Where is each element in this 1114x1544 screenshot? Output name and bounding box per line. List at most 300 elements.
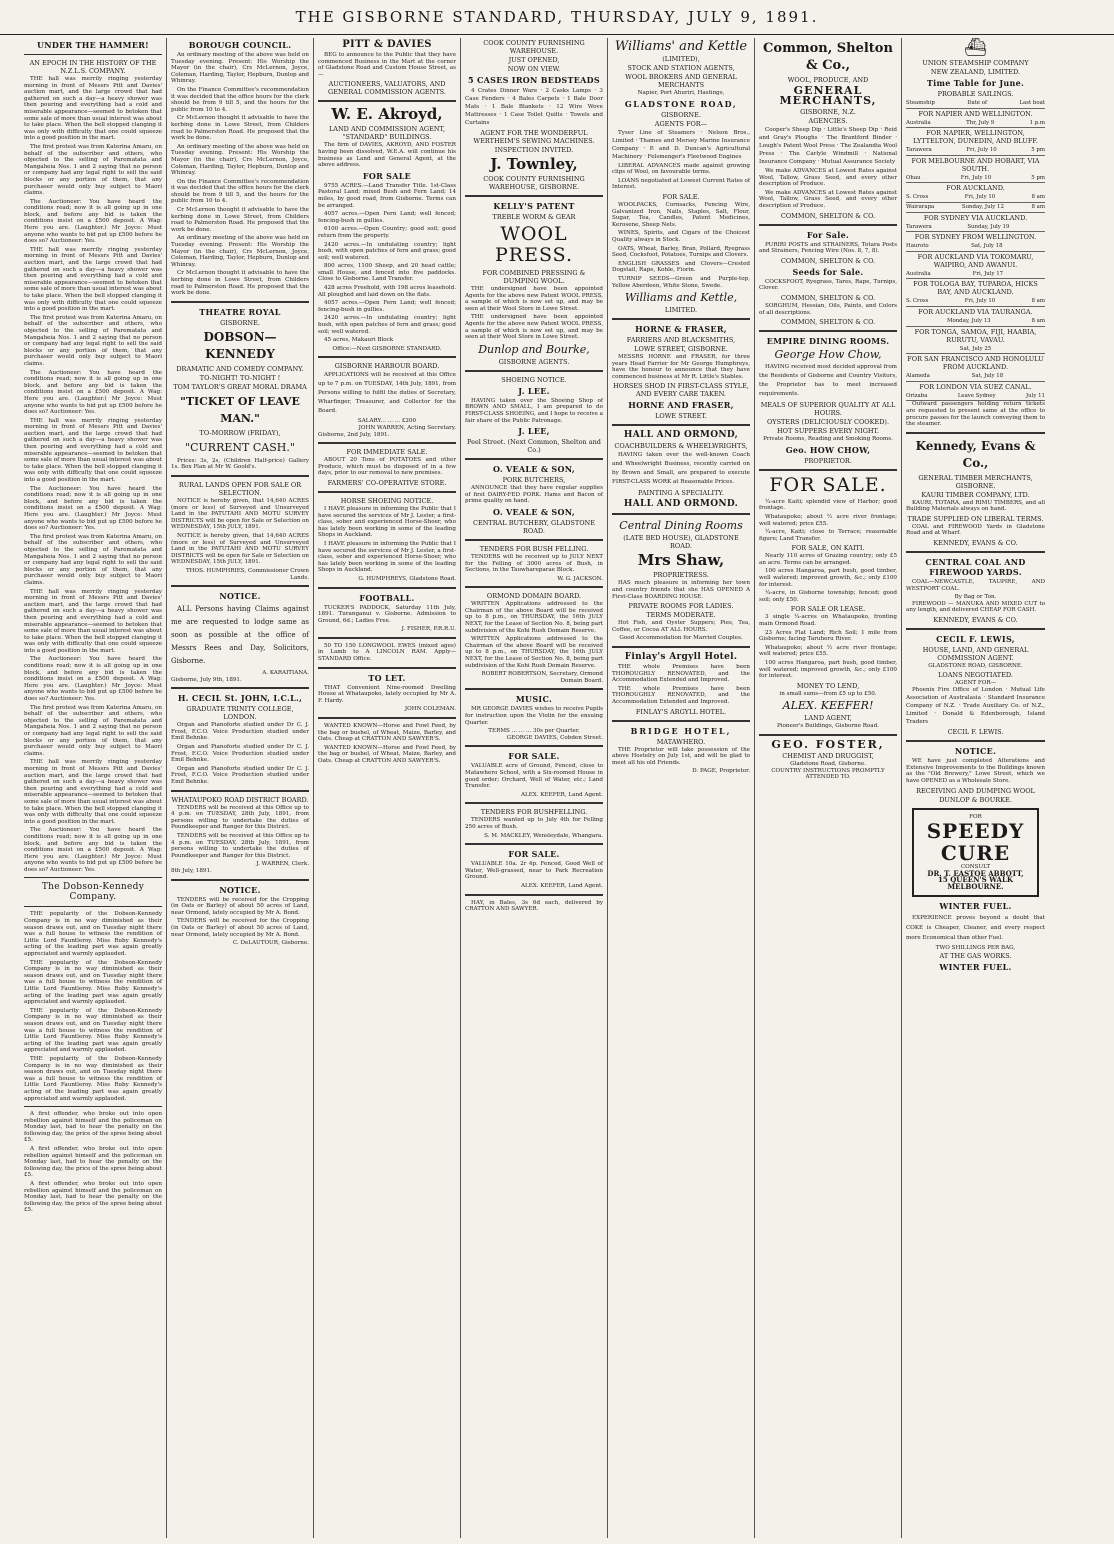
central-sub: (LATE BED HOUSE), GLADSTONE ROAD. bbox=[623, 534, 739, 551]
tenders-signature: W. G. JACKSON. bbox=[557, 575, 603, 582]
whatakopu-heading: WHATAUPOKO ROAD DISTRICT BOARD. bbox=[171, 795, 309, 804]
whatakopu-date: 8th July, 1891. bbox=[171, 867, 212, 874]
sailing-ship: Wairarapa bbox=[906, 203, 935, 210]
lewis-sub: HOUSE, LAND, AND GENERAL COMMISSION AGENT. bbox=[922, 646, 1029, 663]
divider bbox=[318, 717, 456, 719]
whatakopu-signature: J. WARREN, Clerk. bbox=[256, 861, 309, 868]
divider bbox=[759, 224, 897, 226]
lot: 800 acres, 1100 Sheep, and 20 head cattle; small House, and fenced into five paddocks. Close to Gisborne. Land Transfer. bbox=[318, 263, 456, 283]
money-heading: MONEY TO LEND, bbox=[796, 681, 860, 690]
divider bbox=[465, 539, 603, 541]
prices: Prices: 3s, 2s, (Children Half-price) Gallery 1s. Box Plan at Mr W. Goold's. bbox=[171, 457, 309, 471]
firm-name: Common, Shelton & Co., bbox=[763, 41, 893, 73]
price-per-bag: TWO SHILLINGS PER BAG, bbox=[935, 944, 1016, 951]
sailing-row bbox=[906, 317, 1045, 327]
sailing-row bbox=[906, 242, 1045, 252]
theatre-place: GISBORNE. bbox=[220, 318, 260, 327]
play-title-2: "CURRENT CASH." bbox=[185, 440, 295, 454]
sailing-row bbox=[906, 297, 1045, 307]
column-6 bbox=[755, 38, 902, 1538]
lewis-name: CECIL F. LEWIS, bbox=[936, 634, 1015, 645]
rural-body: NOTICE is hereby given, that 14,640 ACRES (more or less) of Surveyed and Unsurveyed Land in the PATUTAHI AND MOTU SURVEY DISTRICTS will be open for Sale or Selection on WEDNESDAY, 15th JULY, 1891. bbox=[171, 532, 309, 566]
office-note: Office:—Next GISBORNE STANDARD. bbox=[332, 345, 442, 352]
lease-heading: FOR SALE OR LEASE. bbox=[790, 605, 866, 614]
firm-role-2: WOOL BROKERS AND GENERAL MERCHANTS bbox=[625, 73, 737, 89]
sailing-destination: FOR AUCKLAND VIA TOKOMARU, WAIPIRO, AND AWANUI. bbox=[917, 252, 1034, 269]
for-sale-heading: FOR SALE. bbox=[662, 192, 700, 201]
article-paragraph: THE hall was merrily ringing yesterday morning in front of Messrs Pitt and Davies' auction mart, and the large crowd that had gathered on such a day—a heavy shower was then pouring and everything had a cold and miserable appearance—seemed to betoken that some sale of more than usual interest was about to take place. When the bell stopped clanging it was only with difficulty that one could squeeze into a good position in the mart. bbox=[24, 759, 162, 825]
divider bbox=[612, 720, 750, 722]
firm-road: GLADSTONE ROAD, bbox=[624, 98, 738, 109]
sailing-time: 1 p.m bbox=[1029, 119, 1045, 126]
rural-heading: RURAL LANDS OPEN FOR SALE OR SELECTION. bbox=[178, 480, 302, 497]
rural-signature: THOS. HUMPHRIES, Commissioner Crown Lands. bbox=[185, 567, 309, 581]
columns bbox=[20, 38, 1104, 1538]
agent-name: W. E. Akroyd, bbox=[331, 105, 443, 124]
notice-date: Gisborne, July 9th, 1891. bbox=[171, 676, 242, 683]
owner-sub: COOK COUNTY FURNISHING WAREHOUSE, GISBORNE. bbox=[483, 175, 585, 191]
football-signature: J. FISHER, P.R.R.U. bbox=[401, 626, 456, 633]
sailing-row bbox=[906, 345, 1045, 355]
sailing-date: Sat, July 18 bbox=[971, 373, 1004, 380]
firm-name: PITT & DAVIES bbox=[342, 39, 432, 50]
header-last-boat: Last boat bbox=[1019, 100, 1045, 106]
divider bbox=[24, 877, 162, 878]
for-sale-heading: FOR SALE bbox=[362, 170, 412, 181]
salary: SALARY... ... ... £200 bbox=[357, 418, 417, 425]
bridge-body: THE Proprietor will take possession of the above Hostelry on July 1st, and will be glad to meet all his old Friends. bbox=[612, 746, 750, 766]
wanted-ad: WANTED KNOWN—Horse and Fowl Feed, by the bag or bushel, of Wheat, Maize, Barley, and Oats. Cheap at CRATTON AND SAWYER'S. bbox=[318, 744, 456, 764]
sailing-date: Fri, July 10 bbox=[966, 147, 997, 154]
for-sale-heading: FOR SALE. bbox=[769, 473, 887, 496]
shaw-name: Mrs Shaw, bbox=[637, 551, 725, 570]
painting: PAINTING A SPECIALITY. bbox=[638, 489, 724, 498]
firm-road-sub: GISBORNE. bbox=[661, 110, 701, 119]
lot: 428 acres Freehold, with 198 acres leasehold. All ploughed and laid down on the flats. bbox=[318, 285, 456, 298]
let-body: THAT Convenient Nine-roomed Dwelling House at Whataupoko, lately occupied by Mr A. F. Hardy. bbox=[318, 684, 456, 704]
sale-body: WOOLPACKS, Cornsacks, Fencing Wire, Galvanized Iron, Nails, Staples, Salt, Flour, Sugar, Tea, Candles, Patent Medicines, Kerosene, Sheep Nets. bbox=[612, 201, 750, 228]
grasses: ENGLISH GRASSES and Clovers—Crested Dogstail, Rape, Kohle, Fiorin. bbox=[612, 260, 750, 274]
sailing-date: Fri, July 10 bbox=[964, 298, 996, 305]
farmers: FARMERS' CO-OPERATIVE STORE. bbox=[327, 478, 447, 487]
company-sub: NEW ZEALAND, LIMITED. bbox=[930, 68, 1021, 76]
sale-body: VALUABLE acre of Ground, Fenced, close to Matawhero School, with a Six-roomed House in good order; Orchard, Well of Water, etc.; Land Transfer. bbox=[465, 763, 603, 790]
sale-item: Whataupoko; about ½ acre river frontage; well watered; price £55. bbox=[759, 644, 897, 658]
speedy-city: MELBOURNE. bbox=[947, 881, 1004, 891]
horne-name: HORNE & FRASER, bbox=[635, 324, 727, 335]
header-steamship: Steamship bbox=[906, 100, 935, 106]
article-paragraph: THE popularity of the Dobson-Kennedy Company is in no way diminished as their season draws out, and on Tuesday night there was a full house to witness the rendition of Little Lord Fauntleroy. Miss Ruby Kennedy's acting of the leading part was again greatly appreciated and warmly applauded. bbox=[24, 911, 162, 958]
firm-place: GISBORNE, N.Z. bbox=[800, 108, 856, 116]
article-paragraph: THE popularity of the Dobson-Kennedy Company is in no way diminished as their season draws out, and on Tuesday night there was a full house to witness the rendition of Little Lord Fauntleroy. Miss Ruby Kennedy's acting of the leading part was again greatly appreciated and warmly applauded. bbox=[24, 1055, 162, 1102]
agent-sub: LAND AND COMMISSION AGENT, "STANDARD" BUILDINGS. bbox=[328, 125, 446, 142]
column-3 bbox=[314, 38, 461, 1538]
horne-sub: FARRIERS AND BLACKSMITHS, bbox=[626, 336, 736, 345]
notice-signature: A. KARAITIANA. bbox=[262, 670, 309, 677]
firm-intro: BEG to announce to the Public that they have commenced Business in the Mart at the corner of Gladstone Road and Custom House Street, as— bbox=[318, 52, 456, 78]
sailing-date: Fri, July 10 bbox=[960, 174, 992, 181]
article-paragraph: On the Finance Committee's recommendation it was decided that the office hours for the clerk should be from 9 till 5, and the hours for the public from 10 to 4. bbox=[171, 178, 309, 205]
sailing-row bbox=[906, 392, 1045, 402]
article-paragraph: An ordinary meeting of the above was held on Tuesday evening. Present: His Worship the Mayor (in the chair), Crs McLernon, Joyce, Coleman, Harding, Taylor, Hepburn, Dunlop and Whinray. bbox=[171, 235, 309, 268]
agents-list: Tyser Line of Steamers · Nelson Bros., Limited · Thames and Mersey Marine Insurance Company · P. and D. Duncan's Agricultural Machinery · Felsmenger's Fleetwood Engines bbox=[612, 129, 750, 160]
music-body: MR GEORGE DAVIES wishes to receive Pupils for instruction upon the Violin for the ensuing Quarter. bbox=[465, 706, 603, 726]
terms: TERMS MODERATE. bbox=[646, 611, 716, 620]
play-intro: TOM TAYLOR'S GREAT MORAL DRAMA bbox=[173, 382, 307, 391]
how-body: HAVING received most decided approval from the Residents of Gisborne and Country Visitors, the Proprietor has to meet increased requirements. bbox=[759, 364, 897, 398]
horse-heading: HORSE SHOEING NOTICE. bbox=[340, 496, 434, 505]
article-paragraph: Cr McLernon thought it advisable to have the kerbing done in Lowe Street, from Childers road to Palmerston Road. He proposed that the work be done. bbox=[171, 115, 309, 142]
sailing-date: Sunday, July 19 bbox=[967, 223, 1010, 230]
finlay-body: THE whole Premises have been THOROUGHLY RENOVATED, and the Accommodation Extended and Improved. bbox=[612, 664, 750, 684]
keefer-sub: LAND AGENT, bbox=[804, 714, 852, 723]
lewis-place: GLADSTONE ROAD, GISBORNE. bbox=[928, 663, 1023, 670]
john-sub: GRADUATE TRINITY COLLEGE, LONDON. bbox=[186, 705, 294, 722]
john-body: Organ and Pianoforte studied under Dr C. J. Frost, F.C.O. Voice Production studied under Emil Behnke. bbox=[171, 722, 309, 742]
wool-press: WOOL PRESS. bbox=[494, 223, 574, 266]
empire-heading: EMPIRE DINING ROOMS. bbox=[766, 336, 890, 347]
divider bbox=[24, 1106, 162, 1107]
horne-name-2: HORNE AND FRASER, bbox=[628, 400, 734, 411]
sailing-row bbox=[906, 146, 1045, 156]
hot-suppers: HOT SUPPERS EVERY NIGHT. bbox=[776, 427, 880, 436]
horne-sub-2: LOWE STREET. bbox=[655, 412, 707, 421]
wool-sub: FOR COMBINED PRESSING & DUMPING WOOL. bbox=[482, 269, 586, 285]
firm-role: STOCK AND STATION AGENTS, bbox=[627, 64, 735, 72]
good-accommodation: Good Accommodation for Married Couples. bbox=[619, 635, 743, 642]
theatre-heading: THEATRE ROYAL bbox=[199, 306, 281, 317]
sailing-ship: Tarawera bbox=[906, 223, 932, 230]
seeds-heading: Seeds for Sale. bbox=[792, 266, 864, 277]
divider bbox=[465, 894, 603, 896]
divider bbox=[318, 667, 456, 669]
sailing-destination: FOR SAN FRANCISCO AND HONOLULU FROM AUCKLAND. bbox=[907, 355, 1044, 372]
article-paragraph: THE hall was merrily ringing yesterday morning in front of Messrs Pitt and Davies' auction mart, and the large crowd that had gathered on such a day—a heavy shower was then pouring and everything had a cold and miserable appearance—seemed to betoken that some sale of more than usual interest was about to take place. When the bell stopped clanging it was only with difficulty that one could squeeze into a good position in the mart. bbox=[24, 417, 162, 484]
column-7 bbox=[902, 38, 1049, 1538]
immediate-body: ABOUT 20 Tons of POTATOES and other Produce, which must be disposed of in a few days, prior to our removal to new premises. bbox=[318, 457, 456, 477]
shaw-body: HAS much pleasure in informing her town and country friends that she HAS OPENED A First-Class BOARDING HOUSE. bbox=[612, 580, 750, 600]
notice-body: WE have just completed Alterations and Extensive Improvements to the Buildings known as the "Old Brewery," Lowe Street, which we have OPENED as a Wholesale Store. bbox=[906, 758, 1045, 784]
sailing-time: 5 pm bbox=[1031, 147, 1045, 154]
sailing-destination: FOR TONGA, SAMOA, FIJI, HAABIA, RURUTU, VAVAU. bbox=[914, 327, 1037, 344]
sailing-date: Monday, July 13 bbox=[946, 317, 991, 324]
foster-body: COUNTRY INSTRUCTIONS PROMPTLY ATTENDED TO. bbox=[771, 767, 885, 781]
article-paragraph: A first offender, who broke out into open rebellion against himself and the policeman on Monday last, had to hear the penalty on the following day, the price of the spree being about £5. bbox=[24, 1181, 162, 1214]
speedy-cure-ad bbox=[912, 808, 1039, 897]
kelly-heading: KELLY'S PATENT bbox=[493, 201, 575, 211]
hot-meals: Hot Fish, and Oyster Suppers; Pies, Tea, Coffee, or Cocoa AT ALL HOURS. bbox=[612, 620, 750, 633]
section-heading: The Dobson-Kennedy Company. bbox=[41, 882, 145, 903]
sailing-row bbox=[906, 174, 1045, 184]
firm-name-short: COMMON, SHELTON & CO. bbox=[780, 318, 876, 327]
football-body: TUCKER'S PADDOCK, Saturday 11th July, 1891. Turanganui v. Gisborne. Admission to Ground, 6d.; Ladies Free. bbox=[318, 604, 456, 624]
company-name: DOBSON—KENNEDY bbox=[203, 329, 277, 361]
oats: OATS, Wheat, Barley, Bran, Pollard, Ryegrass Seed, Cocksfoot, Potatoes, Turnips and Clovers. bbox=[612, 245, 750, 259]
lot: 2420 acres.—In undulating country; light bush, with open patches of fern and grass; good soil; well watered. bbox=[318, 315, 456, 335]
veale-body: ANNOUNCE that they have regular supplies of first DAIRY-FED PORK. Hams and Bacon of prime quality on hand. bbox=[465, 485, 603, 505]
sorghum: SORGHUM, Hessian, Oils, Paints, and Colors of all descriptions. bbox=[759, 302, 897, 316]
advances: LIBERAL ADVANCES made against growing clips of Wool, on favourable terms. bbox=[612, 162, 750, 176]
turnips: TURNIP SEEDS—Green and Purple-top, Yellow Aberdeen, White Stone, Swede. bbox=[612, 275, 750, 289]
article-paragraph: THE hall was merrily ringing yesterday morning in front of Messrs Pitt and Davies' auction mart, and the large crowd that had gathered on such a day—a heavy shower was then pouring and everything had a cold and miserable appearance—seemed to betoken that some sale of more than usual interest was about to take place. When the bell stopped clanging it was only with difficulty that one could squeeze into a good position in the mart. bbox=[24, 246, 162, 313]
sailing-date: Sat, July 25 bbox=[959, 345, 992, 352]
agent-body: The firm of DAVIES, AKROYD, AND FOSTER having been dissolved, W.E.A. will continue his business as Land and General Agent, at the above address. bbox=[318, 142, 456, 169]
divider bbox=[24, 54, 162, 55]
firm-name-2: Williams and Kettle, bbox=[624, 291, 738, 305]
sailing-ship: Tarawera bbox=[906, 147, 932, 154]
ormond-signature: ROBERT ROBERTSON, Secretary, Ormond Domain Board. bbox=[481, 671, 603, 684]
sale-signature: ALEX. KEEFER, Land Agent. bbox=[520, 791, 603, 798]
ormond-heading: ORMOND DOMAIN BOARD. bbox=[486, 592, 582, 601]
finlay-name-2: FINLAY'S ARGYLL HOTEL. bbox=[635, 707, 727, 716]
sailing-destination: FOR NAPIER AND WELLINGTON. bbox=[918, 109, 1033, 118]
sailing-time: July 11 bbox=[1026, 392, 1045, 399]
wool-body: THE undersigned have been appointed Agents for the above new Patent WOOL PRESS, a sample of which is now set up, and may be seen at their Wool Store in Lowe Street. bbox=[465, 314, 603, 341]
company-name: UNION STEAMSHIP COMPANY bbox=[922, 59, 1029, 67]
sale-item: ¼-acre, Kaiti; close to Terrace; reasonable figure; Land Transfer. bbox=[759, 529, 897, 542]
masthead: THE GISBORNE STANDARD, THURSDAY, JULY 9, 1891. bbox=[0, 0, 1114, 35]
divider bbox=[465, 745, 603, 747]
divider bbox=[318, 100, 456, 102]
john-body: Organ and Pianoforte studied under Dr C. J. Frost, F.C.O. Voice Production studied under Emil Behnke. bbox=[171, 765, 309, 786]
sailing-time: 8 am bbox=[1031, 317, 1045, 324]
keefer-place: Pioneer's Buildings, Gisborne Road. bbox=[777, 723, 879, 730]
divider bbox=[465, 370, 603, 372]
store-heading: COOK COUNTY FURNISHING WAREHOUSE. bbox=[483, 39, 585, 55]
article-paragraph: THE popularity of the Dobson-Kennedy Company is in no way diminished as their season draws out, and on Tuesday night there was a full house to witness the rendition of Little Lord Fauntleroy. Miss Ruby Kennedy's acting of the leading part was again greatly appreciated and warmly applauded. bbox=[24, 1007, 162, 1054]
let-heading: TO LET. bbox=[368, 672, 406, 683]
article-paragraph: A first offender, who broke out into open rebellion against himself and the policeman on Monday last, had to hear the penalty on the following day, the price of the spree being about £5. bbox=[24, 1146, 162, 1179]
divider bbox=[612, 318, 750, 320]
sailing-destination: FOR MELBOURNE AND HOBART, VIA SOUTH. bbox=[911, 156, 1040, 173]
whatakopu-body: TENDERS will be received at this Office up to 4 p.m. on TUESDAY, 28th July, 1891, from persons willing to undertake the duties of Poundkeeper and Ranger for this District. bbox=[171, 804, 309, 831]
sailing-row bbox=[906, 372, 1045, 382]
sale-item: 100 acres Hangaroa, part bush, good timber, well watered; improved growth, &c.; only £100 for interest. bbox=[759, 660, 897, 680]
lee-sub: Peel Street. (Next Common, Shelton and Co.) bbox=[467, 438, 601, 455]
horse-body: I HAVE pleasure in informing the Public that I have secured the services of Mr J. Lester, a first-class, sober and experienced Horse-Shoer, who has lately been working in some of the leading Shops in Auckland. bbox=[318, 505, 456, 539]
sailing-date: Sat, July 18 bbox=[971, 243, 1003, 250]
column-2 bbox=[167, 38, 314, 1538]
probable-sailings: PROBABLE SAILINGS. bbox=[937, 90, 1014, 98]
article-paragraph: The Auctioneer: You have heard the conditions read; now it is all going up in one block, and before any bid is taken the conditions insist on a £500 deposit. A Wag: Here you are. (Laughter.) Mr Joyce: Must anyone who wants to bid put up £500 before he does so? Auctioneer: Yes. bbox=[24, 656, 162, 703]
money-sub: in small sums—from £5 up to £50. bbox=[779, 690, 877, 697]
lewis-list: Phoenix Fire Office of London · Mutual Life Association of Australasia · Standard Insurance Company of N.Z. · Trade Auxiliary Co. of N.Z., Limited · Donald & Edenborough, Island Traders bbox=[906, 687, 1045, 726]
article-subtitle: AN EPOCH IN THE HISTORY OF THE N.Z.L.S. COMPANY. bbox=[29, 59, 157, 75]
how-sub: PROPRIETOR. bbox=[804, 456, 852, 465]
firm-name: Williams' and Kettle bbox=[614, 39, 748, 54]
article-paragraph: THE hall was merrily ringing yesterday morning in front of Messrs Pitt and Davies' auction mart, and the large crowd that had gathered on such a day—a heavy shower was then pouring and everything had a cold and miserable appearance—seemed to betoken that some sale of more than usual interest was about to take place. When the bell stopped clanging it was only with difficulty that one could squeeze into a good position in the mart. bbox=[24, 588, 162, 654]
firm-limited-2: LIMITED. bbox=[664, 306, 698, 315]
sale-heading: FOR SALE. bbox=[508, 751, 560, 762]
dunlop-sub: GISBORNE AGENTS. bbox=[498, 357, 570, 366]
article-paragraph: The Auctioneer: You have heard the conditions read; now it is all going up in one block, and before any bid is taken the conditions insist on a £500 deposit. A Wag: Here you are. (Laughter.) Mr Joyce: Must anyone who wants to bid put up £500 before he does so? Auctioneer: Yes. bbox=[24, 369, 162, 416]
private-rooms: Private Rooms, Reading and Smoking Rooms. bbox=[763, 436, 893, 443]
sailing-ship: S. Cross bbox=[906, 194, 929, 201]
harbour-signature: JOHN WARREN, Acting Secretary. bbox=[358, 425, 456, 431]
hall-name: HALL AND ORMOND, bbox=[623, 430, 739, 441]
bridge-signature: D. PAGE, Proprietor. bbox=[692, 768, 750, 775]
notice-heading: NOTICE. bbox=[219, 591, 261, 602]
music-heading: MUSIC. bbox=[515, 694, 553, 705]
horse-body: I HAVE pleasure in informing the Public that I have secured the services of Mr J. Lester, a first-class, sober and experienced Horse-Shoer, who has lately been working in some of the leading Shops in Auckland. bbox=[318, 540, 456, 574]
kelly-sub: TREBLE WORM & GEAR bbox=[492, 213, 576, 221]
foster-sub: CHEMIST AND DRUGGIST, bbox=[782, 751, 874, 760]
sailing-row bbox=[906, 193, 1045, 203]
lot: 4057 acres.—Open Fern Land; well fenced; fencing-bush in gullies. bbox=[318, 211, 456, 224]
oysters: OYSTERS (DELICIOUSLY COOKED). bbox=[766, 418, 890, 427]
bag-or-ton: By Bag or Ton. bbox=[954, 594, 997, 601]
sailing-destination: FOR TOLOGA BAY, TUPAROA, HICKS BAY, AND AUCKLAND. bbox=[913, 280, 1038, 297]
sailing-destination: FOR AUCKLAND VIA TAURANGA. bbox=[918, 307, 1033, 316]
sailing-date: Fri, July 17 bbox=[972, 270, 1004, 277]
divider bbox=[906, 628, 1045, 630]
receiving-wool: RECEIVING AND DUMPING WOOL bbox=[916, 786, 1035, 795]
lee-body: HAVING taken over the Shoeing Shop of BROWN AND SMALL, I am prepared to do FIRST-CLASS SHOEING, and I hope to receive a fair share of the Public Patronage. bbox=[465, 397, 603, 424]
divider bbox=[465, 802, 603, 804]
kauri-body: KAURI, TOTARA, and RIMU TIMBERS, and all Building Materials always on hand. bbox=[906, 499, 1045, 513]
owner-name: J. Townley, bbox=[490, 155, 578, 173]
article-paragraph: The first protest was from Katerina Amaru, on behalf of the subscriber and others, who objected to the selling of Parematata and Mangaheia Nos. 1 and 2 saying that no person or company had any legal right to sell the said blocks or any portion of them, that any purchaser would only buy subject to Maori claims. bbox=[24, 314, 162, 367]
veale-name: O. VEALE & SON, bbox=[493, 464, 575, 475]
sale-signature-2: ALEX. KEEFER, Land Agent. bbox=[520, 882, 603, 889]
tenders-body: TENDERS will be received up to JULY NEXT for the Felling of 3000 acres of Bush, in Sections, in the Tauwhareparae Block. bbox=[465, 553, 603, 574]
whatakopu-body: TENDERS will be received at this Office up to 4 p.m. on TUESDAY, 28th July, 1891, from persons willing to undertake the duties of Poundkeeper and Ranger for this District. bbox=[171, 833, 309, 859]
sailing-row bbox=[906, 270, 1045, 280]
timetable-header bbox=[906, 99, 1045, 109]
firm-limited: (LIMITED), bbox=[662, 55, 700, 63]
sailing-ship: Alameda bbox=[906, 373, 930, 380]
sale-body: PURIRI POSTS and STRAINERS, Totara Posts and Strainers, Fencing Wire (Nos. 8, 7, 8). bbox=[759, 241, 897, 255]
article-title: UNDER THE HAMMER! bbox=[37, 40, 149, 50]
ormond-body: WRITTEN Applications addressed to the Chairman of the above Board will be received up to 8 p.m., on THURSDAY, the 16th JULY NEXT, for the Lease of Section No. 8, being part subdivision of the Kohi Rush Domain Reserve. bbox=[465, 636, 603, 669]
article-paragraph: The Auctioneer: You have heard the conditions read; now it is all going up in one block, and before any bid is taken the conditions insist on a £500 deposit. A Wag: Here you are. (Laughter.) Mr Joyce: Must anyone who wants to bid put up £500 before he does so? Auctioneer: Yes. bbox=[24, 198, 162, 245]
article-paragraph: The first protest was from Katerina Amaru, on behalf of the subscriber and others, who objected to the selling of Parematata and Mangaheia Nos. 1 and 2 saying that no person or company had any legal right to sell the said blocks or any portion of them, that any purchaser would only buy subject to Maori claims. bbox=[24, 143, 162, 197]
veale-sub-2: CENTRAL BUTCHERY, GLADSTONE ROAD. bbox=[473, 518, 595, 535]
let-signature: JOHN COLEMAN. bbox=[404, 706, 456, 713]
iron-bedsteads: 5 CASES IRON BEDSTEADS bbox=[468, 75, 600, 85]
kennedy-name-3: KENNEDY, EVANS & CO. bbox=[933, 616, 1018, 625]
lewis-name-2: CECIL F. LEWIS. bbox=[947, 728, 1004, 737]
sailing-ship: Orizaba bbox=[906, 392, 928, 399]
article-paragraph: A first offender, who broke out into open rebellion against himself and the policeman on Monday last, had to hear the penalty on the following day, the price of the spree being about £5. bbox=[24, 1111, 162, 1144]
firm-places: Napier, Port Ahuriri, Hastings, bbox=[637, 90, 725, 96]
winter-fuel-heading: WINTER FUEL. bbox=[939, 900, 1012, 911]
divider bbox=[465, 458, 603, 460]
play-title: "TICKET OF LEAVE MAN." bbox=[180, 394, 300, 425]
coal-yards: COAL and FIREWOOD Yards in Gladstone Road and at Wharf. bbox=[906, 523, 1045, 537]
agencies-heading: AGENCIES. bbox=[808, 117, 848, 125]
divider bbox=[318, 356, 456, 358]
hall-sub: COACHBUILDERS & WHEELWRIGHTS, bbox=[614, 442, 748, 451]
article-paragraph: Cr McLernon thought it advisable to have the kerbing done in Lowe Street, from Childers road to Palmerston Road. He proposed that the work be done. bbox=[171, 207, 309, 233]
passenger-note: Outward passengers holding return tickets are requested to present same at the office to procure passes for the launch conveying them to the steamer. bbox=[906, 401, 1045, 428]
divider bbox=[171, 790, 309, 792]
bush-signature: S. M. MACKLEY, Wensleydale, Whangara. bbox=[484, 832, 603, 839]
sailing-destination: FOR AUCKLAND. bbox=[946, 184, 1005, 193]
inspection: INSPECTION INVITED. bbox=[494, 146, 574, 154]
divider bbox=[759, 734, 897, 736]
lot: 4057 acres.—Open Fern Land; well fenced; fencing-bush in gullies. bbox=[318, 300, 456, 313]
sailing-destination: FOR LONDON VIA SUEZ CANAL. bbox=[919, 382, 1032, 391]
divider bbox=[612, 424, 750, 426]
harbour-heading: GISBORNE HARBOUR BOARD. bbox=[334, 362, 440, 371]
wool-body: THE undersigned have been appointed Agents for the above new Patent WOOL PRESS, a sample of which is now set up, and may be seen at their Wool Store in Lowe Street. bbox=[465, 286, 603, 312]
sailing-time: 8 am bbox=[1031, 203, 1045, 210]
sailing-ship: Hauroto bbox=[906, 243, 929, 250]
sailing-ship: Ohau bbox=[906, 174, 921, 181]
divider bbox=[318, 442, 456, 444]
divider bbox=[318, 491, 456, 493]
football-heading: FOOTBALL. bbox=[359, 592, 415, 603]
meals: MEALS OF SUPERIOR QUALITY AT ALL HOURS. bbox=[760, 401, 896, 418]
sale-item: ¼-acre Kaiti; splendid view of Harbor; good frontage. bbox=[759, 498, 897, 512]
sailing-time: 5 pm bbox=[1031, 174, 1045, 181]
bush-body: TENDERS wanted up to July 4th for Felling 250 acres of Bush. bbox=[465, 817, 603, 830]
tenders-heading: TENDERS FOR BUSH FELLING. bbox=[479, 544, 589, 553]
finlay-name: Finlay's Argyll Hotel. bbox=[624, 652, 738, 663]
advances: We make ADVANCES at Lowest Rates against Wool, Tallow, Grass Seed, and every other description of Produce. bbox=[759, 189, 897, 209]
harbour-body: APPLICATIONS will be received at this Office up to 7 p.m. on TUESDAY, 14th July, 1891, from Persons willing to fulfil the duties of Secretary, Wharfinger, Treasurer, and Collector for the Board. bbox=[318, 372, 456, 415]
shaw-sub: PROPRIETRESS. bbox=[653, 571, 709, 580]
column-4 bbox=[461, 38, 608, 1538]
sailing-date: Thr, July 9 bbox=[966, 119, 995, 126]
finlay-body: THE whole Premises have been THOROUGHLY RENOVATED, and the Accommodation Extended and Improved. bbox=[612, 685, 750, 705]
speedy-doctor: DR. T. EASTOE ABBOTT, bbox=[927, 868, 1024, 878]
divider bbox=[759, 330, 897, 332]
divider bbox=[171, 585, 309, 587]
advances: We make ADVANCES at Lowest Rates against Wool, Tallow, Grass Seed, and every other description of Produce. bbox=[759, 168, 897, 188]
sale-item: 23 Acres Flat Land; Rich Soil; 1 mile from Gisborne; facing Taruheru River. bbox=[759, 629, 897, 643]
firm-name-short: COMMON, SHELTON & CO. bbox=[780, 256, 876, 265]
divider bbox=[171, 301, 309, 303]
sailing-ship: Australia bbox=[906, 119, 931, 126]
lee-name-2: J. LEE, bbox=[518, 426, 550, 437]
trade-note: TRADE SUPPLIED ON LIBERAL TERMS. bbox=[907, 514, 1044, 523]
speedy-consult: CONSULT bbox=[960, 864, 991, 871]
sale-heading-2: FOR SALE. bbox=[508, 849, 560, 860]
horne-place: LOWE STREET, GISBORNE. bbox=[634, 345, 728, 354]
ormond-body: WRITTEN Applications addressed to the Chairman of the above Board will be received up to 8 p.m., on THURSDAY, the 16th JULY NEXT, for the Lease of Section No. 8, being part subdivision of the Kohi Rush Domain Reserve. bbox=[465, 601, 603, 634]
hay-ad: HAY, in Bales, 3s 6d each, delivered by CRATTON AND SAWYER. bbox=[465, 899, 603, 913]
how-name-2: Geo. HOW CHOW, bbox=[785, 444, 871, 455]
lot: 9755 ACRES.—Land Transfer Title. 1st-Class Pastoral Land; mixed Bush and Fern Land; 14 miles, by good road, from Gisborne. Terms can be arranged. bbox=[318, 182, 456, 209]
sale-item: Nearly 110 acres of Grazing country; only £5 an acre. Terms can be arranged. bbox=[759, 553, 897, 566]
kennedy-name: Kennedy, Evans & Co., bbox=[915, 438, 1036, 470]
speedy-for: FOR bbox=[969, 813, 982, 820]
divider bbox=[612, 646, 750, 648]
hall-name-2: HALL AND ORMOND. bbox=[623, 499, 739, 510]
rural-body: NOTICE is hereby given, that 14,640 ACRES (more or less) of Surveyed and Unsurveyed Land in the PATUTAHI AND MOTU SURVEY DISTRICTS will be open for Sale or Selection on WEDNESDAY, 15th JULY, 1891. bbox=[171, 497, 309, 531]
sailing-row bbox=[906, 203, 1045, 213]
divider bbox=[465, 688, 603, 690]
dunlop-name: Dunlop and Bourke, bbox=[478, 342, 590, 356]
loans-negotiated: LOANS NEGOTIATED. bbox=[938, 670, 1013, 679]
sailing-destination: FOR NAPIER, WELLINGTON, LYTTELTON, DUNEDIN, AND BLUFF. bbox=[913, 129, 1038, 146]
header-date: Date of bbox=[967, 100, 988, 106]
divider bbox=[759, 469, 897, 471]
winter-fuel-body: EXPERIENCE proves beyond a doubt that COKE is Cheaper, Cleaner, and every respect more Economical than other Fuel. bbox=[906, 914, 1045, 941]
how-name: George How Chow, bbox=[774, 348, 882, 362]
article-paragraph: The first protest was from Katerina Amaru, on behalf of the subscriber and others, who objected to the selling of Parematata and Mangaheia Nos. 1 and 2 saying that no person or company had any legal right to sell the said blocks or any portion of them, that any purchaser would only buy subject to Maori claims. bbox=[24, 533, 162, 586]
harbour-date: Gisborne, 2nd July, 1891. bbox=[318, 431, 390, 438]
divider bbox=[24, 906, 162, 907]
immediate-heading: FOR IMMEDIATE SALE. bbox=[346, 448, 428, 457]
music-signature: GEORGE DAVIES, Cobden Street. bbox=[506, 734, 603, 741]
bush-heading: TENDERS FOR BUSHFELLING. bbox=[480, 808, 588, 817]
john-body: Organ and Pianoforte studied under Dr C. J. Frost, F.C.O. Voice Production studied under Emil Behnke. bbox=[171, 744, 309, 764]
sailing-row bbox=[906, 119, 1045, 129]
kauri-company: KAURI TIMBER COMPANY, LTD. bbox=[921, 490, 1030, 499]
